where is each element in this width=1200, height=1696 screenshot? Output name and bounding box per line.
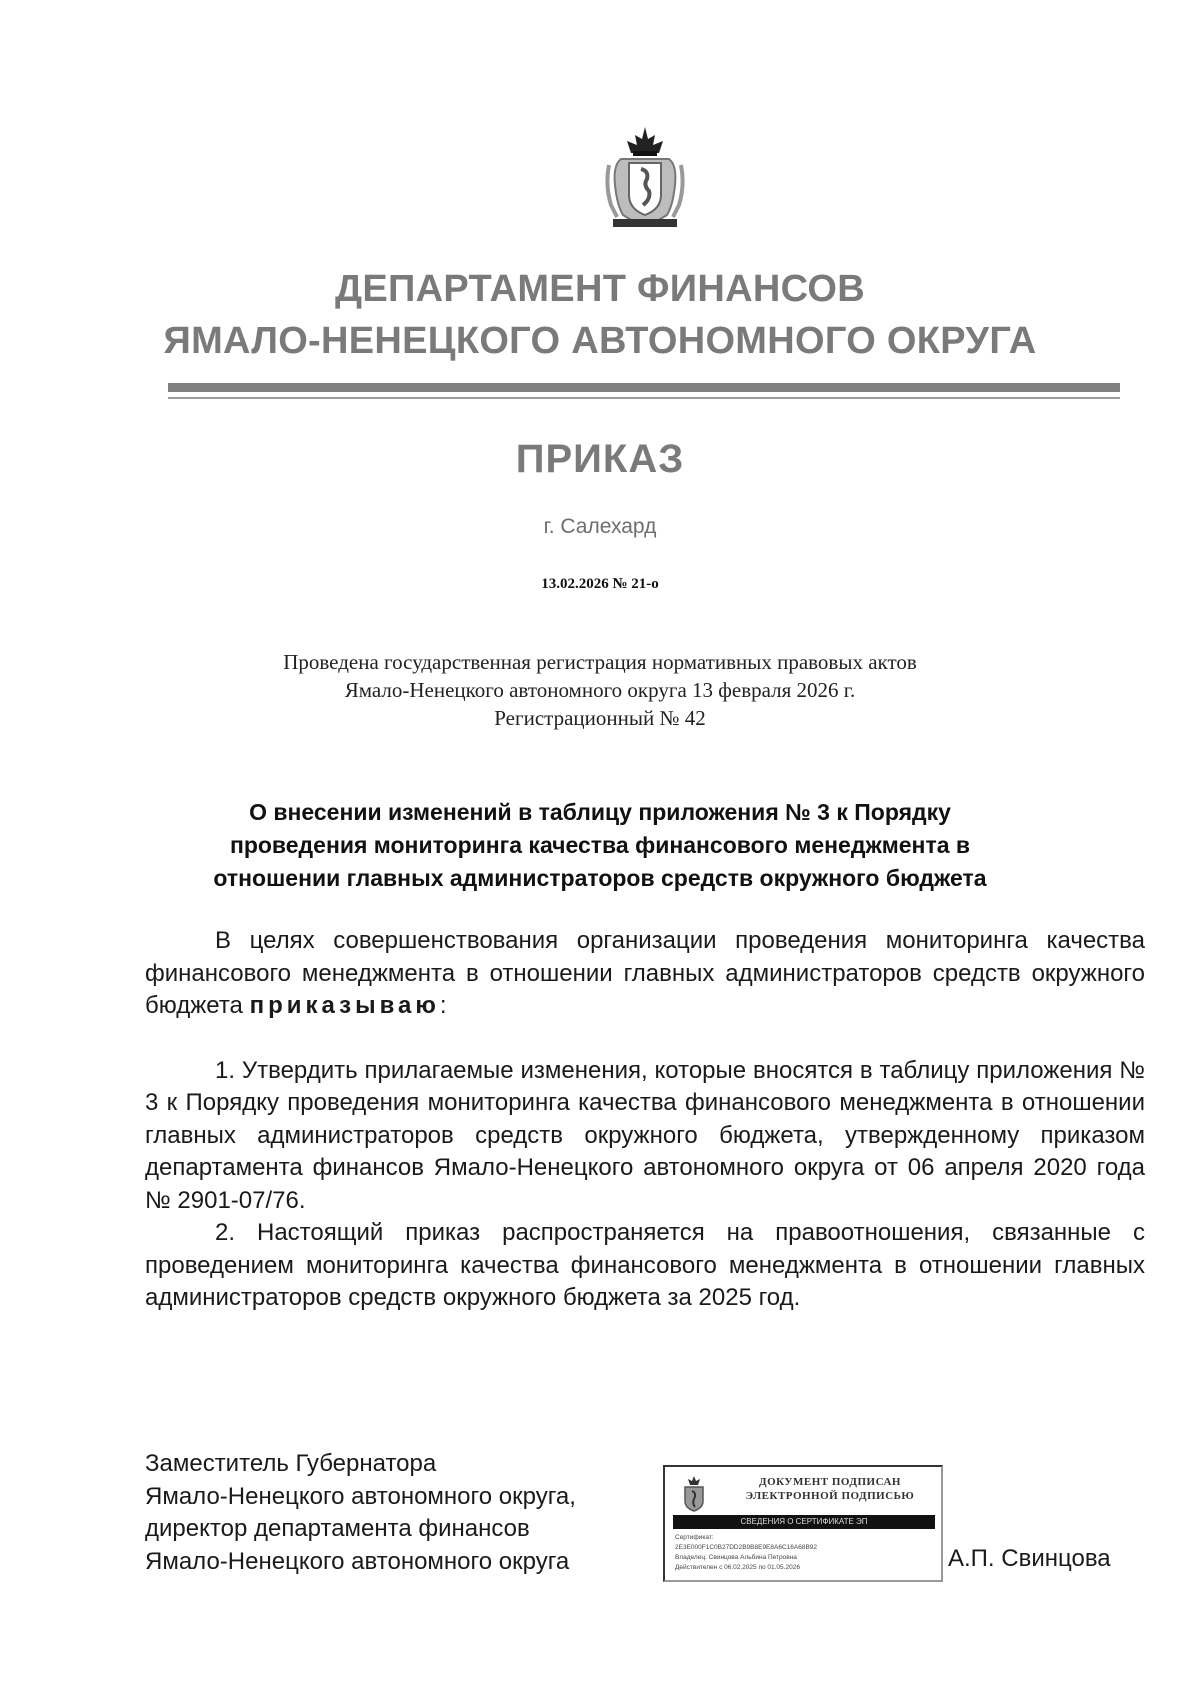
- document-body: [145, 925, 1145, 1315]
- stamp-cert-bar: СВЕДЕНИЯ О СЕРТИФИКАТЕ ЭП: [673, 1515, 935, 1529]
- header-rule-thin: [168, 397, 1120, 399]
- stamp-heading: [725, 1475, 935, 1503]
- city: г. Салехард: [543, 515, 657, 538]
- stamp-owner: Владелец: Свинцова Альбина Петровна: [675, 1554, 797, 1561]
- stamp-emblem-icon: [679, 1475, 709, 1513]
- document-title: [0, 796, 1200, 895]
- electronic-signature-stamp: [663, 1465, 943, 1582]
- position-line1: Заместитель Губернатора: [145, 1450, 437, 1477]
- stamp-valid: Действителен с 06.02.2025 по 01.05.2026: [675, 1564, 800, 1571]
- title-line1: О внесении изменений в таблицу приложения № 3 к Порядку: [249, 799, 951, 825]
- preamble-text: В целях совершенствования организации проведения мониторинга качества финансового менеджмента в отношении главных администраторов средств окружного бюджета: [145, 927, 1145, 1019]
- position-line2: Ямало-Ненецкого автономного округа,: [145, 1482, 576, 1510]
- signatory-name: А.П. Свинцова: [948, 1545, 1111, 1572]
- position-line3: директор департамента финансов: [145, 1515, 530, 1542]
- stamp-cert-label: Сертификат:: [675, 1534, 714, 1541]
- signatory-position: [145, 1448, 576, 1578]
- header-rule-thick: [168, 383, 1120, 392]
- coat-of-arms-icon: [603, 125, 687, 230]
- org-name-line2: ЯМАЛО-НЕНЕЦКОГО АВТОНОМНОГО ОКРУГА: [163, 320, 1037, 362]
- stamp-heading-line1: ДОКУМЕНТ ПОДПИСАН: [759, 1476, 901, 1488]
- doc-type: ПРИКАЗ: [515, 437, 685, 481]
- title-line2: проведения мониторинга качества финансового менеджмента в: [229, 832, 971, 858]
- date-number: 13.02.2026 № 21-о: [541, 576, 659, 592]
- preamble-paragraph: [145, 925, 1145, 1023]
- position-line4: Ямало-Ненецкого автономного округа: [145, 1547, 570, 1575]
- registration-line2: Ямало-Ненецкого автономного округа 13 февраля 2026 г.: [344, 678, 856, 702]
- title-line3: отношении главных администраторов средств окружного бюджета: [213, 865, 987, 891]
- stamp-cert-number: 2E3E000F1C0B27DD2B9B8E9E8A6C16A68B92: [675, 1544, 818, 1551]
- item-2: 2. Настоящий приказ распространяется на правоотношения, связанные с проведением мониторинга качества финансового менеджмента в отношении главных администраторов средств окружного бюджета за 2025 год.: [145, 1219, 1145, 1311]
- registration-line3: Регистрационный № 42: [494, 706, 706, 730]
- registration-line1: Проведена государственная регистрация нормативных правовых актов: [283, 650, 917, 674]
- preamble-end: :: [439, 992, 447, 1019]
- registration-note: [0, 648, 1200, 732]
- order-word: приказываю: [249, 992, 440, 1019]
- stamp-heading-line2: ЭЛЕКТРОННОЙ ПОДПИСЬЮ: [745, 1490, 915, 1502]
- item-1: 1. Утвердить прилагаемые изменения, которые вносятся в таблицу приложения № 3 к Порядку проведения мониторинга качества финансового менеджмента в отношении главных администраторов средств окружного бюджета, утвержденному приказом департамента финансов Ямало-Ненецкого автономного округа от 06 апреля 2020 года № 2901-07/76.: [145, 1056, 1145, 1214]
- org-name-line1: ДЕПАРТАМЕНТ ФИНАНСОВ: [334, 268, 866, 310]
